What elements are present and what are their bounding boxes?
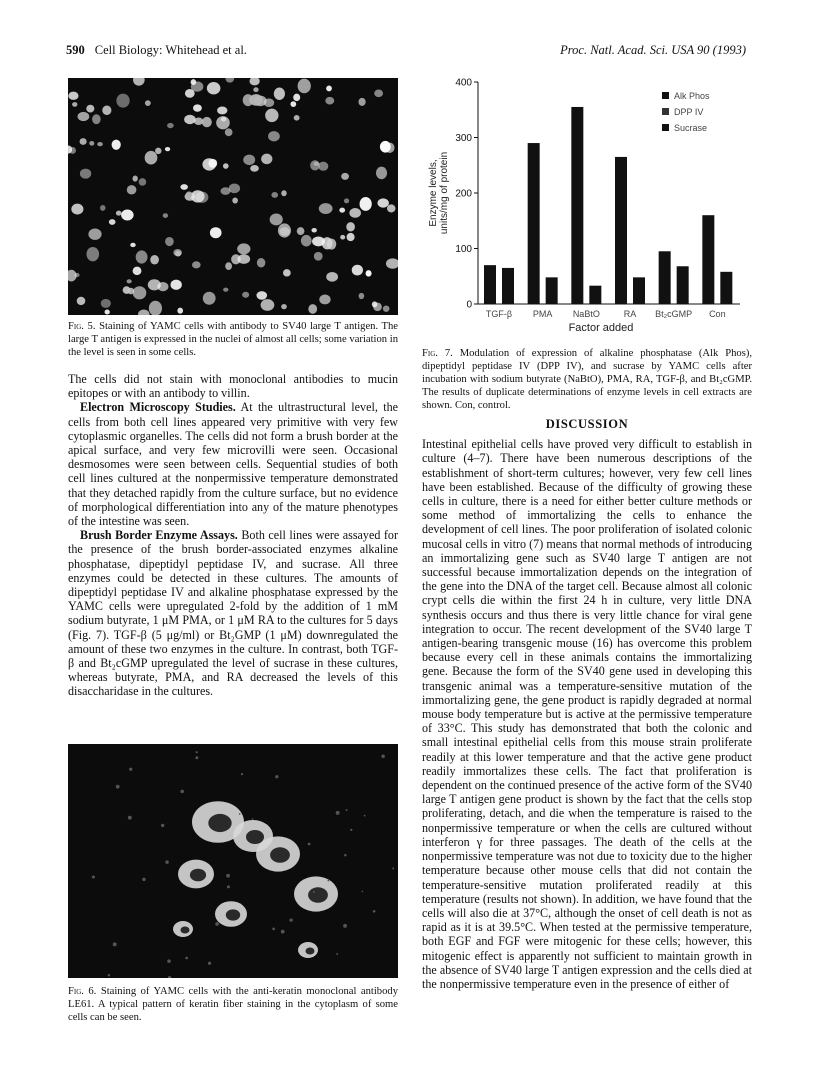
stained-nucleus — [68, 270, 77, 282]
background-speckle — [165, 860, 169, 864]
stained-nucleus — [249, 94, 263, 106]
background-speckle — [281, 930, 285, 934]
background-speckle — [392, 868, 394, 870]
stained-nucleus — [191, 190, 205, 202]
background-speckle — [241, 773, 243, 775]
stained-nucleus — [105, 310, 110, 315]
fig6-caption-text: Staining of YAMC cells with the anti-keratin monoclonal antibody LE61. A typical pattern of keratin fiber staining in the cytoplasm of some cells can be seen. — [68, 986, 398, 1023]
stained-nucleus — [133, 286, 147, 299]
stained-nucleus — [71, 204, 83, 215]
stained-nucleus — [297, 227, 305, 235]
stained-nucleus — [210, 227, 222, 238]
stained-nucleus — [127, 279, 132, 283]
stained-nucleus — [326, 272, 338, 282]
stained-nucleus — [265, 109, 278, 123]
stained-nucleus — [250, 165, 259, 172]
stained-nucleus — [180, 184, 188, 190]
stained-nucleus — [387, 204, 396, 212]
background-speckle — [129, 768, 132, 771]
background-speckle — [180, 790, 184, 794]
stained-nucleus — [102, 105, 111, 115]
background-speckle — [362, 891, 364, 893]
stained-nucleus — [170, 280, 181, 290]
stained-nucleus — [217, 107, 227, 115]
stained-nucleus — [155, 148, 161, 155]
stained-nucleus — [145, 151, 158, 165]
stained-nucleus — [184, 115, 196, 124]
background-speckle — [113, 942, 117, 946]
stained-nucleus — [278, 223, 291, 237]
background-speckle — [346, 809, 348, 811]
background-speckle — [364, 815, 366, 817]
page-number: 590 — [66, 43, 85, 57]
stained-nucleus — [225, 128, 233, 136]
stained-nucleus — [173, 249, 182, 256]
stained-nucleus — [319, 203, 333, 214]
fig5-micrograph — [68, 78, 398, 315]
stained-nucleus — [340, 235, 345, 240]
background-speckle — [168, 976, 172, 978]
stained-nucleus — [229, 183, 240, 193]
bar-alk-phos — [659, 251, 671, 304]
stained-nucleus — [242, 292, 249, 298]
cell-nucleus — [181, 927, 190, 934]
stained-nucleus — [293, 94, 300, 101]
background-speckle — [289, 918, 292, 921]
bar-dpp-iv — [502, 268, 514, 304]
fig7-caption-label: Fig. 7. — [422, 348, 453, 359]
section-title: Cell Biology: Whitehead et al. — [94, 43, 247, 57]
x-tick-label: Con — [709, 309, 726, 319]
fig5-nuclei-image — [68, 78, 398, 315]
bar-alk-phos — [484, 265, 496, 304]
stained-nucleus — [347, 233, 355, 241]
stained-nucleus — [138, 309, 149, 315]
background-speckle — [92, 876, 95, 879]
y-tick-label: 100 — [455, 244, 472, 255]
em-studies-text: At the ultrastructural level, the cells from both cell lines appeared very primitive with very few cytoplasmic organelles. The cells did not form a brush border at the apical surface, and very few microvilli were seen. Occasional desmosomes were seen between cells. Sequential studies of both cell lines cultured at the nonpermissive temperature demonstrated that they detached rapidly from the culture surface, but no evidence of morphological differentiation into any of the mature phenotypes of the intestine was seen. — [68, 400, 398, 529]
stained-nucleus — [366, 270, 372, 276]
running-header-left — [66, 43, 247, 58]
stained-nucleus — [261, 154, 272, 165]
stained-nucleus — [92, 114, 101, 124]
stained-nucleus — [101, 299, 111, 308]
enzyme-assays-heading: Brush Border Enzyme Assays. — [80, 528, 238, 543]
background-speckle — [252, 818, 254, 820]
background-speckle — [108, 974, 110, 976]
stained-nucleus — [341, 173, 349, 180]
stained-nucleus — [145, 100, 151, 106]
legend-label: DPP IV — [674, 107, 704, 117]
stained-nucleus — [136, 250, 148, 263]
stained-nucleus — [311, 228, 316, 233]
fig7-caption — [422, 347, 752, 412]
stained-nucleus — [359, 293, 365, 299]
stained-nucleus — [72, 102, 77, 107]
stained-nucleus — [358, 98, 365, 106]
x-tick-label: TGF-β — [485, 309, 513, 319]
cell-nucleus — [308, 887, 328, 902]
stained-nucleus — [256, 291, 267, 300]
background-speckle — [195, 756, 198, 759]
stained-nucleus — [109, 219, 116, 225]
stained-nucleus — [165, 237, 174, 246]
background-speckle — [215, 922, 219, 926]
stained-nucleus — [283, 269, 291, 276]
stained-nucleus — [243, 155, 255, 165]
stained-nucleus — [86, 247, 99, 261]
background-speckle — [373, 910, 376, 913]
stained-nucleus — [116, 94, 129, 108]
background-speckle — [381, 754, 384, 757]
stained-nucleus — [349, 208, 361, 218]
stained-nucleus — [177, 308, 183, 314]
stained-nucleus — [318, 162, 328, 171]
stained-nucleus — [386, 258, 398, 268]
stained-nucleus — [281, 304, 287, 309]
paragraph-em-studies — [68, 400, 398, 528]
background-speckle — [227, 885, 230, 888]
stained-nucleus — [352, 265, 363, 276]
fig6-caption — [68, 985, 398, 1024]
background-speckle — [208, 962, 211, 965]
stained-nucleus — [232, 198, 238, 204]
stained-nucleus — [112, 140, 121, 150]
background-speckle — [344, 854, 346, 856]
stained-nucleus — [380, 141, 391, 153]
stained-nucleus — [237, 254, 250, 264]
bar-dpp-iv — [546, 277, 558, 304]
bar-dpp-iv — [633, 277, 645, 304]
legend-swatch — [662, 108, 669, 115]
bar-alk-phos — [571, 107, 583, 304]
background-speckle — [196, 751, 198, 753]
stained-nucleus — [133, 267, 142, 275]
cell-nucleus — [270, 847, 290, 862]
background-speckle — [275, 775, 278, 778]
stained-nucleus — [121, 209, 134, 220]
background-speckle — [116, 785, 120, 789]
background-speckle — [350, 829, 352, 831]
x-axis-label: Factor added — [568, 322, 634, 334]
stained-nucleus — [319, 295, 330, 305]
fig6-caption-label: Fig. 6. — [68, 986, 97, 997]
stained-nucleus — [148, 279, 161, 290]
stained-nucleus — [192, 261, 201, 268]
stained-nucleus — [346, 222, 355, 231]
stained-nucleus — [68, 92, 78, 100]
legend-label: Sucrase — [674, 123, 708, 133]
stained-nucleus — [80, 138, 87, 145]
stained-nucleus — [225, 78, 234, 83]
cell-nucleus — [190, 869, 206, 882]
stained-nucleus — [100, 205, 106, 211]
stained-nucleus — [185, 89, 195, 98]
journal-citation: Proc. Natl. Acad. Sci. USA 90 (1993) — [560, 43, 746, 57]
stained-nucleus — [312, 236, 325, 246]
fig5-caption — [68, 320, 398, 359]
x-tick-label: Bt₂cGMP — [655, 309, 693, 319]
stained-nucleus — [294, 115, 300, 121]
x-tick-label: NaBtO — [572, 309, 600, 319]
y-axis-label: units/mg of protein — [439, 151, 450, 235]
stained-nucleus — [207, 82, 221, 94]
stained-nucleus — [325, 97, 334, 105]
stained-nucleus — [377, 198, 388, 207]
background-speckle — [343, 924, 347, 928]
background-speckle — [313, 891, 315, 893]
stained-nucleus — [298, 79, 311, 94]
em-studies-heading: Electron Microscopy Studies. — [80, 400, 236, 415]
stained-nucleus — [344, 198, 349, 203]
stained-nucleus — [191, 79, 196, 85]
stained-nucleus — [208, 159, 217, 168]
background-speckle — [167, 959, 171, 963]
discussion-section — [422, 417, 752, 991]
stained-nucleus — [165, 147, 170, 151]
background-speckle — [239, 813, 241, 815]
y-tick-label: 200 — [455, 188, 472, 200]
bar-alk-phos — [528, 143, 540, 304]
stained-nucleus — [78, 112, 90, 121]
discussion-paragraph: Intestinal epithelial cells have proved very difficult to establish in culture (4–7). There have been numerous descriptions of the establishment of short-term cultures; however, very few cell lines have been established. Because of the difficulty of growing these cells in culture, there is a need for either better culture methods or some method of immortalizing the cells to enhance the development of cell lines. The poor proliferation of isolated colonic mucosal cells in vitro (7) means that normal methods of introducing an immortalizing gene such as SV40 large T antigen are not successful because immortalization depends on the integration of the gene into the DNA of the target cell. Because almost all colonic crypt cells die within the first 24 h in culture, very little DNA synthesis occurs and thus there is very little chance for viral gene integration to occur. The recent development of the SV40 large T antigen-bearing transgenic mouse (16) has overcome this problem because every cell in these animals contains the immortalizing gene. Because the form of the SV40 gene used in developing this transgenic animal was a temperature-sensitive mutation of the immortalizing gene, the gene product is rapidly degraded at normal mouse body temperature but is active at the permissive temperature of 33°C. This study has demonstrated that both the colonic and small intestinal epithelial cells from this mouse strain proliferate readily at this lower temperature and that the active gene product readily immortalizes these cells. The fact that proliferation is dependent on the continued presence of the active form of the SV40 large T antigen gene product is shown by the fact that the cells stop proliferating, detach, and die when the temperature is raised to the nonpermissive temperature or when the cells are cultured without interferon γ for three passages. The death of the cells at the nonpermissive temperature was not due to toxicity due to the higher temperature because other mouse cells that did not contain the temperature-sensitive mutation proliferated readily at this temperature (results not shown). In addition, we have found that the cells will also die at 37°C, although the onset of cell death is not as rapid as it is at 39.5°C. When tested at the permissive temperature, both EGF and FGF were mitogenic for these cells; however, this mitogenic effect is apparently not sufficient to maintain growth in the absence of SV40 large T antigen expression and the cells died at the nonpermissive temperature even in the presence of either of — [422, 437, 752, 991]
background-speckle — [128, 816, 132, 820]
stained-nucleus — [80, 169, 91, 179]
x-tick-label: RA — [623, 309, 637, 319]
legend-swatch — [662, 124, 669, 131]
cell-nucleus — [208, 814, 231, 832]
stained-nucleus — [97, 142, 103, 146]
background-speckle — [142, 878, 145, 881]
background-speckle — [185, 957, 188, 960]
legend-label: Alk Phos — [674, 91, 710, 101]
stained-nucleus — [167, 123, 174, 128]
stained-nucleus — [221, 117, 226, 121]
background-speckle — [161, 824, 164, 827]
stained-nucleus — [270, 214, 283, 226]
stained-nucleus — [281, 190, 286, 196]
stained-nucleus — [150, 255, 159, 264]
stained-nucleus — [268, 131, 280, 141]
stained-nucleus — [139, 178, 147, 186]
stained-nucleus — [383, 305, 390, 311]
discussion-heading: DISCUSSION — [545, 417, 629, 431]
cell-nucleus — [306, 948, 315, 955]
stained-nucleus — [250, 78, 260, 85]
stained-nucleus — [130, 243, 135, 247]
fig5-caption-text: Staining of YAMC cells with antibody to SV40 large T antigen. The large T antigen is expressed in the nuclei of almost all cells; some variation in the level is seen in some cells. — [68, 321, 398, 358]
chart-bars — [484, 107, 732, 304]
stained-nucleus — [203, 292, 216, 305]
stained-nucleus — [132, 175, 137, 181]
stained-nucleus — [116, 211, 122, 216]
bar-dpp-iv — [589, 286, 601, 304]
y-axis-label: Enzyme levels, — [428, 159, 439, 227]
y-tick-label: 300 — [455, 133, 472, 144]
stained-nucleus — [326, 85, 332, 91]
cell-nucleus — [246, 830, 264, 844]
stained-nucleus — [89, 141, 94, 146]
stained-nucleus — [127, 185, 137, 194]
stained-nucleus — [77, 297, 86, 305]
bar-alk-phos — [615, 157, 627, 304]
stained-nucleus — [376, 167, 387, 180]
fig5-caption-label: Fig. 5. — [68, 321, 96, 332]
stained-nucleus — [261, 299, 275, 311]
stained-nucleus — [253, 87, 258, 92]
background-speckle — [327, 880, 329, 882]
stained-nucleus — [133, 78, 145, 86]
stained-nucleus — [314, 252, 323, 261]
fig6-keratin-image — [68, 744, 398, 978]
paragraph: The cells did not stain with monoclonal antibodies to mucin epitopes or with an antibody to villin. — [68, 372, 398, 401]
stained-nucleus — [123, 286, 131, 294]
bar-dpp-iv — [677, 266, 689, 304]
stained-nucleus — [274, 88, 285, 100]
stained-nucleus — [237, 243, 250, 254]
background-speckle — [226, 874, 230, 878]
paragraph-enzyme-assays — [68, 528, 398, 698]
stained-nucleus — [163, 213, 168, 218]
y-tick-label: 400 — [455, 77, 472, 89]
stained-nucleus — [257, 258, 266, 268]
stained-nucleus — [193, 104, 202, 111]
bar-alk-phos — [702, 215, 714, 304]
stained-nucleus — [186, 191, 193, 197]
stained-nucleus — [86, 105, 94, 113]
background-speckle — [336, 953, 338, 955]
background-speckle — [336, 811, 340, 815]
stained-nucleus — [149, 301, 162, 315]
fig6-micrograph — [68, 744, 398, 978]
stained-nucleus — [223, 163, 229, 169]
stained-nucleus — [339, 208, 345, 213]
enzyme-assays-text: Both cell lines were assayed for the presence of the brush border-associated enzymes alkaline phosphatase, dipeptidyl peptidase IV, and sucrase. All three enzymes could be detected in these cultures. The amounts of dipeptidyl peptidase IV and alkaline phosphatase expressed by the YAMC cells were upregulated 2-fold by the addition of 1 mM sodium butyrate, 1 μM PMA, or 1 μM RA to the cultures for 5 days (Fig. 7). TGF-β (5 μg/ml) or Bt₂GMP (1 μM) downregulated the amount of these two enzymes in the culture. In contrast, both TGF-β and Bt₂cGMP upregulated the level of sucrase in these cultures, whereas butyrate, PMA, and RA decreased the levels of this disaccharidase in the cultures. — [68, 528, 398, 699]
x-tick-label: PMA — [532, 309, 553, 319]
stained-nucleus — [301, 235, 312, 247]
stained-nucleus — [88, 228, 101, 239]
legend-swatch — [662, 92, 669, 99]
background-speckle — [272, 928, 275, 931]
stained-nucleus — [308, 304, 317, 314]
fig7-bar-chart — [420, 72, 750, 334]
bar-dpp-iv — [720, 272, 732, 304]
stained-nucleus — [223, 288, 228, 292]
y-tick-label: 0 — [466, 299, 472, 311]
stained-nucleus — [202, 117, 212, 127]
stained-nucleus — [290, 101, 296, 107]
fig7-caption-text: Modulation of expression of alkaline phosphatase (Alk Phos), dipeptidyl peptidase IV (DPP IV), and sucrase by YAMC cells after incubation with sodium butyrate (NaBtO), PMA, RA, TGF-β, and Bt₂cGMP. The results of duplicate determinations of enzyme levels in cell extracts are shown. Con, control. — [422, 348, 752, 411]
chart-legend — [662, 91, 710, 133]
left-column-text — [68, 372, 398, 699]
background-speckle — [308, 843, 311, 846]
stained-nucleus — [225, 262, 232, 270]
stained-nucleus — [374, 89, 383, 97]
cell-nucleus — [226, 909, 240, 920]
stained-nucleus — [271, 192, 278, 198]
stained-nucleus — [360, 197, 372, 211]
stained-nucleus — [373, 303, 382, 312]
